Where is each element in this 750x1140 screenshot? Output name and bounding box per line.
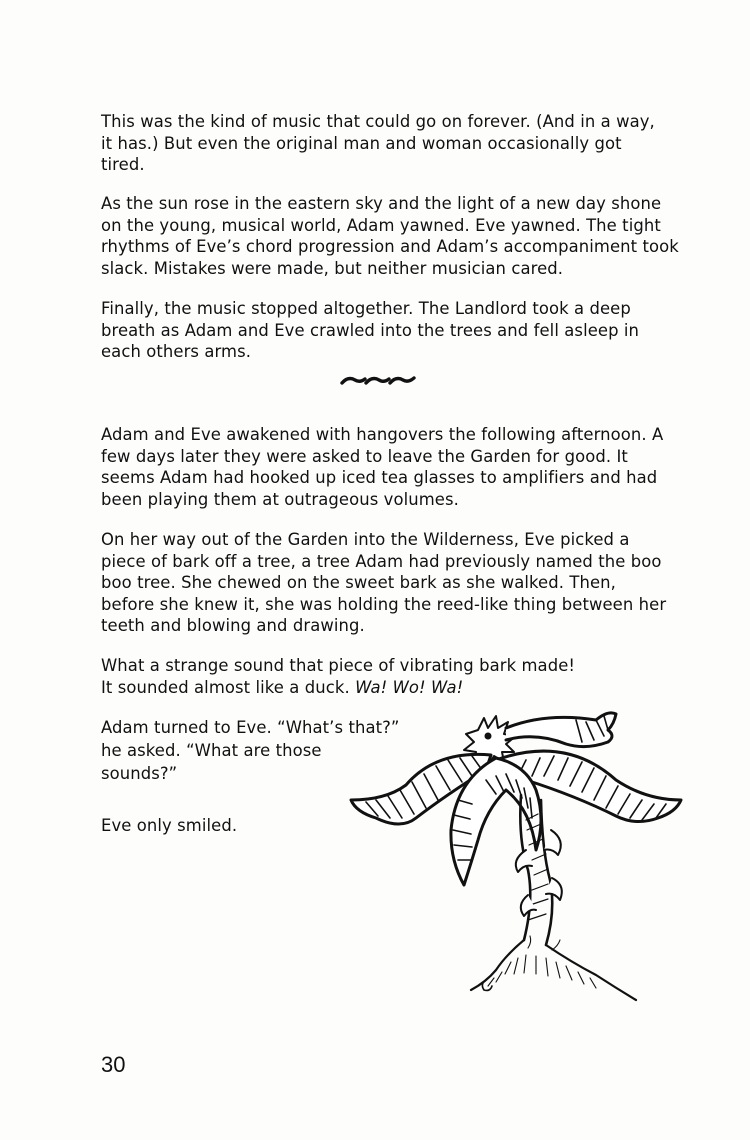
section-divider-tilde-icon: [338, 372, 418, 388]
paragraph-text: Adam turned to Eve. “What’s that?” he asked. “What are those sounds?”: [101, 718, 400, 783]
paragraph-line: What a strange sound that piece of vibrating bark made!: [101, 656, 576, 675]
paragraph-text: This was the kind of music that could go on forever. (And in a way, it has.) But even the original man and woman occasionally got tired.: [101, 112, 655, 174]
paragraph-line-prefix: It sounded almost like a duck.: [101, 677, 356, 697]
paragraph-sunrise: [101, 193, 681, 279]
paragraph-strange-sound: [101, 655, 681, 698]
paragraph-text: As the sun rose in the eastern sky and the light of a new day shone on the young, musical world, Adam yawned. Eve yawned. The tight rhythms of Eve’s chord progression and Adam’s accompaniment took slack. Mistakes were made, but neither musician cared.: [101, 194, 679, 278]
paragraph-wilderness: [101, 529, 681, 637]
paragraph-text: Eve only smiled.: [101, 816, 238, 835]
boo-boo-tree-illustration-icon: [346, 700, 691, 1010]
paragraph-line: [101, 677, 681, 699]
paragraph-music-stopped: [101, 298, 681, 363]
paragraph-music-forever: [101, 111, 681, 176]
paragraph-text: Adam and Eve awakened with hangovers the following afternoon. A few days later they were asked to leave the Garden for good. It seems Adam had hooked up iced tea glasses to amplifiers and had been playing them at outrageous volumes.: [101, 425, 664, 509]
paragraph-text: On her way out of the Garden into the Wilderness, Eve picked a piece of bark off a tree, a tree Adam had previously named the boo boo tree. She chewed on the sweet bark as she walked. Then, before she knew it, she was holding the reed-like thing between her teeth and blowing and drawing.: [101, 530, 667, 635]
paragraph-text: Finally, the music stopped altogether. The Landlord took a deep breath as Adam and Eve crawled into the trees and fell asleep in each others arms.: [101, 299, 640, 361]
duck-sound-italic: Wa! Wo! Wa!: [355, 677, 464, 697]
paragraph-hangovers: [101, 424, 681, 510]
page-number: 30: [101, 1052, 126, 1077]
